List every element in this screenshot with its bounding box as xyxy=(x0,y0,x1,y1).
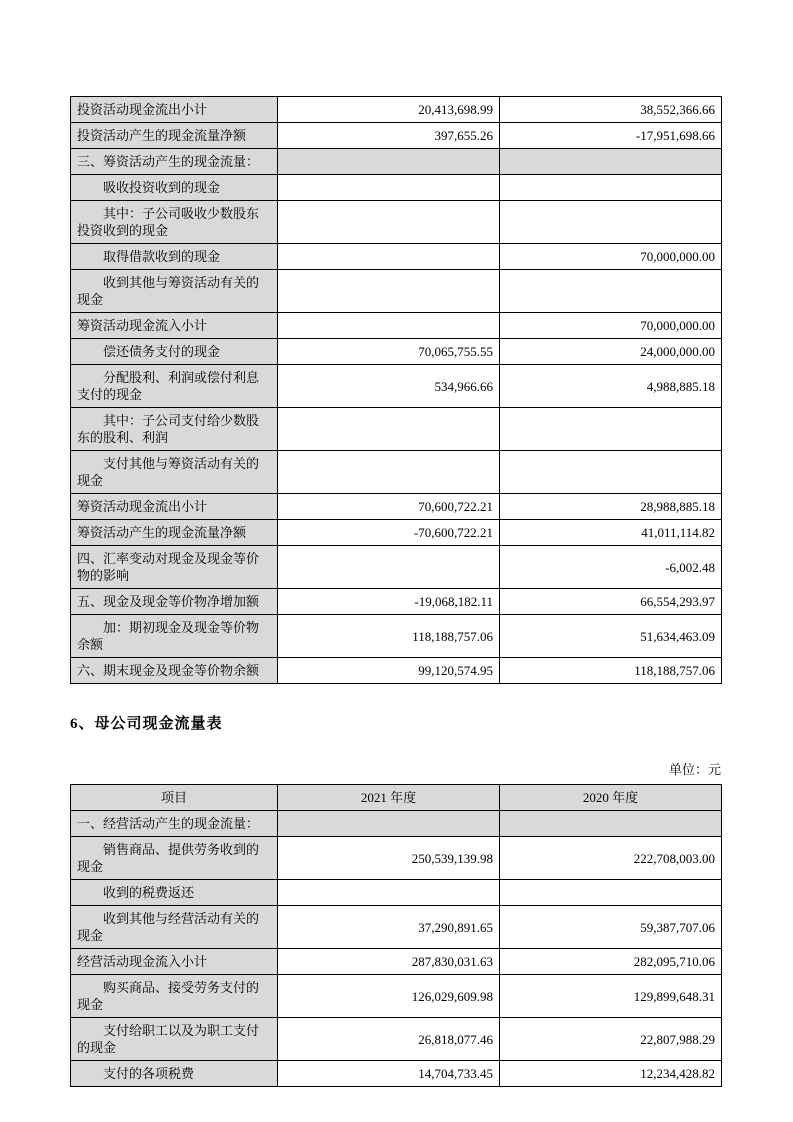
row-value xyxy=(278,880,500,906)
row-value: 70,000,000.00 xyxy=(500,313,722,339)
row-label: 五、现金及现金等价物净增加额 xyxy=(71,589,278,615)
table-row xyxy=(71,123,722,149)
row-value: 118,188,757.06 xyxy=(278,615,500,658)
row-label: 四、汇率变动对现金及现金等价物的影响 xyxy=(71,546,278,589)
table-row xyxy=(71,589,722,615)
table-row xyxy=(71,837,722,880)
row-value xyxy=(278,546,500,589)
row-value xyxy=(278,244,500,270)
row-value: 70,065,755.55 xyxy=(278,339,500,365)
row-value: 51,634,463.09 xyxy=(500,615,722,658)
table-row xyxy=(71,811,722,837)
row-value: -6,002.48 xyxy=(500,546,722,589)
row-value: 12,234,428.82 xyxy=(500,1061,722,1087)
unit-label: 单位：元 xyxy=(668,762,721,777)
row-value: 24,000,000.00 xyxy=(500,339,722,365)
row-value: 287,830,031.63 xyxy=(278,949,500,975)
row-label: 收到的税费返还 xyxy=(71,880,278,906)
row-value xyxy=(278,149,500,175)
row-label: 投资活动现金流出小计 xyxy=(71,97,278,123)
row-value: 222,708,003.00 xyxy=(500,837,722,880)
row-value: -70,600,722.21 xyxy=(278,520,500,546)
row-value xyxy=(500,451,722,494)
row-label: 分配股利、利润或偿付利息支付的现金 xyxy=(71,365,278,408)
table-row xyxy=(71,175,722,201)
row-value: 59,387,707.06 xyxy=(500,906,722,949)
row-value xyxy=(500,201,722,244)
row-value: 26,818,077.46 xyxy=(278,1018,500,1061)
row-value xyxy=(500,880,722,906)
row-label: 六、期末现金及现金等价物余额 xyxy=(71,658,278,684)
column-header: 项目 xyxy=(71,785,278,811)
row-value xyxy=(278,811,500,837)
column-header: 2021 年度 xyxy=(278,785,500,811)
row-label: 筹资活动现金流出小计 xyxy=(71,494,278,520)
table-row xyxy=(71,1018,722,1061)
consolidated-cash-flow-table-continued xyxy=(70,96,722,684)
row-value: 250,539,139.98 xyxy=(278,837,500,880)
row-label: 收到其他与筹资活动有关的现金 xyxy=(71,270,278,313)
table-row xyxy=(71,270,722,313)
table-row xyxy=(71,313,722,339)
row-value: 70,600,722.21 xyxy=(278,494,500,520)
row-value xyxy=(500,811,722,837)
row-value: 22,807,988.29 xyxy=(500,1018,722,1061)
row-value: 282,095,710.06 xyxy=(500,949,722,975)
row-label: 支付的各项税费 xyxy=(71,1061,278,1087)
table-row xyxy=(71,658,722,684)
row-label: 筹资活动现金流入小计 xyxy=(71,313,278,339)
row-value xyxy=(500,149,722,175)
row-label: 经营活动现金流入小计 xyxy=(71,949,278,975)
row-label: 偿还债务支付的现金 xyxy=(71,339,278,365)
row-value: 118,188,757.06 xyxy=(500,658,722,684)
row-value xyxy=(278,313,500,339)
row-value xyxy=(500,270,722,313)
row-value: 38,552,366.66 xyxy=(500,97,722,123)
table-row xyxy=(71,949,722,975)
table-row xyxy=(71,494,722,520)
row-value: -17,951,698.66 xyxy=(500,123,722,149)
row-value: 99,120,574.95 xyxy=(278,658,500,684)
row-label: 收到其他与经营活动有关的现金 xyxy=(71,906,278,949)
table-row xyxy=(71,880,722,906)
row-value: 41,011,114.82 xyxy=(500,520,722,546)
table-row xyxy=(71,546,722,589)
table-row xyxy=(71,520,722,546)
row-value: 66,554,293.97 xyxy=(500,589,722,615)
table-row xyxy=(71,365,722,408)
section-heading: 6、母公司现金流量表 xyxy=(70,716,223,732)
row-label: 一、经营活动产生的现金流量： xyxy=(71,811,278,837)
table-row xyxy=(71,906,722,949)
table-row xyxy=(71,339,722,365)
row-value: 397,655.26 xyxy=(278,123,500,149)
row-value: -19,068,182.11 xyxy=(278,589,500,615)
row-label: 支付给职工以及为职工支付的现金 xyxy=(71,1018,278,1061)
row-label: 筹资活动产生的现金流量净额 xyxy=(71,520,278,546)
table-row xyxy=(71,1061,722,1087)
row-value xyxy=(278,408,500,451)
row-label: 投资活动产生的现金流量净额 xyxy=(71,123,278,149)
table-row xyxy=(71,615,722,658)
table-header-row xyxy=(71,785,722,811)
row-value: 14,704,733.45 xyxy=(278,1061,500,1087)
row-value: 70,000,000.00 xyxy=(500,244,722,270)
table-row xyxy=(71,244,722,270)
row-label: 支付其他与筹资活动有关的现金 xyxy=(71,451,278,494)
row-value: 129,899,648.31 xyxy=(500,975,722,1018)
column-header: 2020 年度 xyxy=(500,785,722,811)
row-label: 销售商品、提供劳务收到的现金 xyxy=(71,837,278,880)
table-row xyxy=(71,149,722,175)
row-value: 20,413,698.99 xyxy=(278,97,500,123)
row-value xyxy=(278,175,500,201)
table-row xyxy=(71,201,722,244)
row-value xyxy=(278,201,500,244)
row-label: 其中：子公司吸收少数股东投资收到的现金 xyxy=(71,201,278,244)
row-value: 126,029,609.98 xyxy=(278,975,500,1018)
row-label: 三、筹资活动产生的现金流量： xyxy=(71,149,278,175)
table-row xyxy=(71,408,722,451)
row-label: 其中：子公司支付给少数股东的股利、利润 xyxy=(71,408,278,451)
row-value: 28,988,885.18 xyxy=(500,494,722,520)
table-row xyxy=(71,451,722,494)
table-row xyxy=(71,975,722,1018)
row-label: 加：期初现金及现金等价物余额 xyxy=(71,615,278,658)
row-value xyxy=(500,175,722,201)
row-label: 吸收投资收到的现金 xyxy=(71,175,278,201)
parent-company-cash-flow-table xyxy=(70,784,722,1087)
row-value xyxy=(500,408,722,451)
row-value xyxy=(278,270,500,313)
row-value: 37,290,891.65 xyxy=(278,906,500,949)
row-label: 购买商品、接受劳务支付的现金 xyxy=(71,975,278,1018)
row-value xyxy=(278,451,500,494)
table-row xyxy=(71,97,722,123)
row-value: 534,966.66 xyxy=(278,365,500,408)
row-value: 4,988,885.18 xyxy=(500,365,722,408)
row-label: 取得借款收到的现金 xyxy=(71,244,278,270)
